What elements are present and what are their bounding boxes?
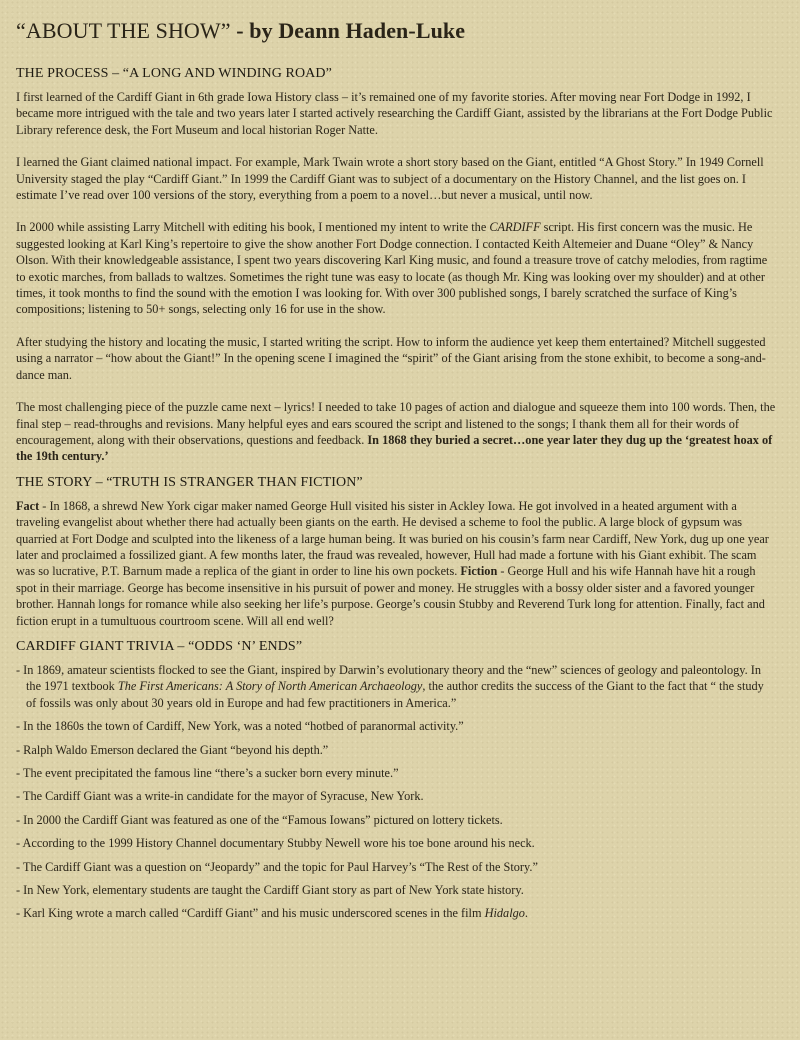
process-paragraph-4: After studying the history and locating the music, I started writing the script. How to inform the audience yet keep them entertained? Mitchell suggested using a narrator – “how about the Giant!” In the opening scene I imagined the “spirit” of the Giant arising from the stone exhibit, to become a song-and-dance man. [16, 334, 766, 382]
trivia-item-10-start: - Karl King wrote a march called “Cardiff Giant” and his music underscored scenes in the film [16, 906, 485, 921]
fact-label: Fact [16, 498, 40, 513]
trivia-item: - The Cardiff Giant was a question on “Jeopardy” and the topic for Paul Harvey’s “The Rest of the Story.” [16, 859, 538, 874]
story-heading: THE STORY – “TRUTH IS STRANGER THAN FICTION” [16, 474, 363, 490]
title-text: “ABOUT THE SHOW” [16, 18, 231, 43]
trivia-item: - Ralph Waldo Emerson declared the Giant “beyond his depth.” [16, 742, 329, 757]
fiction-label: Fiction [460, 564, 498, 579]
process-p5-text: The most challenging piece of the puzzle came next – lyrics! I needed to take 10 pages of action and dialogue and squeeze them into 100 words. Then, the final step – read-throughs and revisions. Many helpful eyes and ears scoured the script and listened to the songs; I thank them all for their words of encouragement, along with their observations, questions and feedback. [16, 400, 776, 447]
trivia-item: - In 2000 the Cardiff Giant was featured as one of the “Famous Iowans” pictured on lottery tickets. [16, 812, 503, 827]
trivia-item-1-end: , the author credits the success of the Giant to the fact that “ the study of fossils was only about 30 years old in Europe and had few practitioners in America.” [26, 679, 764, 710]
story-section [16, 475, 776, 629]
process-heading: THE PROCESS – “A LONG AND WINDING ROAD” [16, 66, 332, 81]
process-p3-end: script. His first concern was the music. He suggested looking at Karl King’s repertoire to give the show another Fort Dodge connection. I contacted Keith Altemeier and Duane “Oley” & Nancy Olson. With their knowledgeable assistance, I spent two years discovering Karl King music, and found a treasure trove of catchy melodies, from ragtime to exotic marches, from ballads to waltzes. Sometimes the right tune was easy to locate (as though Mr. King was looking over my shoulder) and at other times, it took months to find the sound with the emotion I was looking for. With over 300 published songs, I barely scratched the surface of King’s compositions; listening to 50+ songs, selecting only 16 for use in the show. [16, 220, 768, 317]
trivia-item: - The event precipitated the famous line “there’s a sucker born every minute.” [16, 766, 399, 780]
fiction-text: - George Hull and his wife Hannah have hit a rough spot in their marriage. George has become insensitive in his pursuit of power and money. He struggles with a bossy older sister and a favored younger brother. Hannah longs for romance while also seeking her life’s purpose. George’s cousin Stubby and Reverend Turk long for attention. Finally, fact and fiction erupt in a tumultuous courtroom scene. Will all end well? [16, 564, 765, 628]
film-title: Hidalgo [484, 906, 525, 921]
trivia-item-10-end: . [524, 906, 528, 921]
trivia-list [16, 662, 776, 922]
process-paragraph-2: I learned the Giant claimed national impact. For example, Mark Twain wrote a short story based on the Giant, entitled “A Ghost Story.” In 1949 Cornell University staged the play “Cardiff Giant.” In 1999 the Cardiff Giant was to subject of a documentary on the History Channel, and the list goes on. I estimate I’ve read over 100 versions of the story, everything from a poem to a novel…but never a musical, until now. [16, 155, 764, 203]
trivia-item: - The Cardiff Giant was a write-in candidate for the mayor of Syracuse, New York. [16, 789, 424, 804]
fact-text: - In 1868, a shrewd New York cigar maker named George Hull visited his sister in Ackley Iowa. He got involved in a heated argument with a traveling evangelist about whether there had actually been giants on the earth. He devised a scheme to fool the public. A large block of gypsum was quarried at Fort Dodge and sculpted into the likeness of a large human being. It was buried on his cousin’s farm near Cardiff, New York, dug up one year later and proclaimed a fossilized giant. A few months later, the fraud was revealed, however, Hull had made a fortune with his Giant exhibit. The scam was so lucrative, P.T. Barnum made a replica of the giant in order to line his own pockets. [16, 498, 769, 579]
process-paragraph-1: I first learned of the Cardiff Giant in 6th grade Iowa History class – it’s remained one of my favorite stories. After moving near Fort Dodge in 1992, I became more intrigued with the tale and two years later I started actively researching the Cardiff Giant, assisted by the librarians at the Fort Dodge Public Library reference desk, the Fort Museum and local historian Roger Natte. [16, 90, 773, 137]
trivia-section [16, 639, 776, 922]
process-section [16, 66, 776, 465]
trivia-item: - In New York, elementary students are taught the Cardiff Giant story as part of New York state history. [16, 883, 524, 898]
textbook-title: The First Americans: A Story of North American Archaeology [117, 679, 423, 694]
process-p3-start: In 2000 while assisting Larry Mitchell with editing his book, I mentioned my intent to write the [16, 220, 490, 235]
trivia-item: - According to the 1999 History Channel documentary Stubby Newell wore his toe bone around his neck. [16, 836, 535, 851]
trivia-item: - In the 1860s the town of Cardiff, New York, was a noted “hotbed of paranormal activity.” [16, 719, 464, 734]
trivia-item-1-start: - In 1869, amateur scientists flocked to see the Giant, inspired by Darwin’s evolutionary theory and the “new” sciences of geology and paleontology. In the 1971 textbook [16, 662, 761, 694]
story-paragraph [16, 498, 776, 629]
cardiff-script-title: CARDIFF [489, 220, 541, 235]
author-byline: - by Deann Haden-Luke [230, 18, 466, 43]
process-paragraph-5 [16, 399, 776, 465]
tagline: In 1868 they buried a secret…one year later they dug up the ‘greatest hoax of the 19th century.’ [16, 432, 773, 464]
trivia-heading: CARDIFF GIANT TRIVIA – “ODDS ‘N’ ENDS” [16, 638, 303, 654]
trivia-item [16, 905, 776, 921]
page-title [16, 18, 776, 44]
process-paragraph-3 [16, 219, 776, 317]
trivia-item [16, 662, 776, 711]
